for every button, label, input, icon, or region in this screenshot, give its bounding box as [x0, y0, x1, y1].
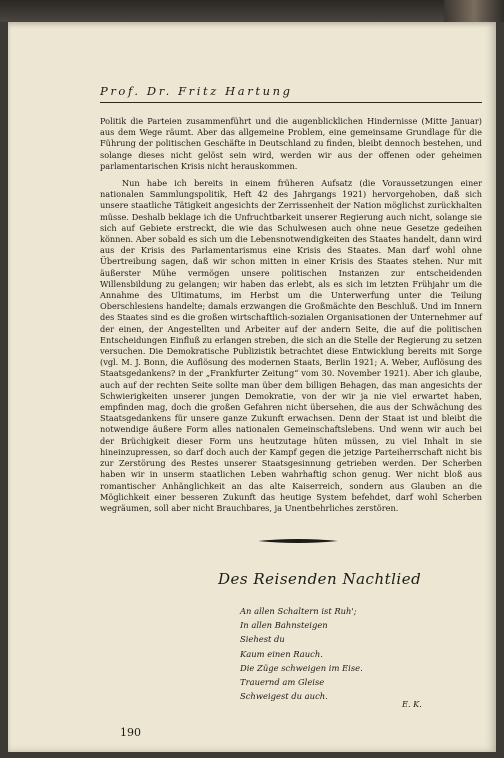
poem-stanza: [240, 604, 363, 703]
poem-title: Des Reisenden Nachtlied: [218, 570, 422, 588]
poem-line: Trauernd am Gleise: [240, 677, 325, 688]
page-number: 190: [120, 726, 141, 739]
poem-line: Kaum einen Rauch.: [240, 648, 323, 659]
book-spine-edge: [444, 0, 504, 22]
poem-signature: E. K.: [402, 699, 422, 709]
poem-line: Schweigest du auch.: [240, 691, 328, 702]
paragraph-1: Politik die Parteien zusammenführt und die augenblicklichen Hindernisse (Mitte Januar) aus dem Wege räumt. Aber das allgemeine Problem, eine gemeinsame Grundlage für die Führung der politischen Geschäfte in Deutschland zu finden, bleibt dennoch bestehen, und solange dieses nicht gelöst sein wird, werden wir aus der offenen oder geheimen parlamentarischen Krisis nicht herauskommen.: [100, 116, 482, 171]
poem-line: Die Züge schweigen im Eise.: [240, 662, 363, 673]
poem-line: Siehest du: [240, 634, 285, 645]
essay-text: [100, 116, 482, 514]
header-rule: [100, 102, 482, 103]
running-head: Prof. Dr. Fritz Hartung: [100, 84, 293, 98]
book-page: [8, 22, 496, 752]
poem-line: An allen Schaltern ist Ruh';: [240, 606, 357, 616]
paragraph-2: Nun habe ich bereits in einem früheren Aufsatz (die Voraussetzungen einer nationalen Sammlungspolitik, Heft 42 des Jahrgangs 1921) hervorgehoben, daß sich unsere staatliche Tätigkeit angesichts der Zerrissenheit der Nation möglichst zurückhalten müsse. Deshalb beklage ich die Unfruchtbarkeit unserer Regierung auch nicht, solange sie sich auf Gebiete erstreckt, die wie das Schulwesen auch ohne neue Gesetze gedeihen können. Aber sobald es sich um die Lebensnotwendigkeiten des Staates handelt, dann wird aus der Krisis des Parlamentarismus eine Krisis des Staates. Man darf wohl ohne Übertreibung sagen, daß wir schon mitten in einer Krisis des Staates stehen. Nur mit äußerster Mühe vermögen unsere politischen Instanzen zur entscheidenden Willensbildung zu gelangen; wir haben das erlebt, als es sich im letzten Frühjahr um die Annahme des Ultimatums, im Herbst um die Unterwerfung unter die Teilung Oberschlesiens handelte; damals erzwangen die Großmächte den Beschluß. Und im Innern des Staates sind es die großen wirtschaftlich-sozialen Organisationen der Unternehmer auf der einen, der Angestellten und Arbeiter auf der andern Seite, die auf die politischen Entscheidungen Einfluß zu erlangen streben, die sich an die Stelle der Regierung zu setzen versuchen. Die Demokratische Publizistik betrachtet diese Entwicklung bereits mit Sorge (vgl. M. J. Bonn, die Auflösung des modernen Staats, Berlin 1921; A. Weber, Auflösung des Staatsgedankens? in der „Frankfurter Zeitung“ vom 30. November 1921). Aber ich glaube, auch auf der rechten Seite sollte man über dem billigen Behagen, das man angesichts der Schwierigkeiten unserer jungen Demokratie, von der wir ja nie viel erwartet haben, empfinden mag, doch die großen Gefahren nicht übersehen, die aus der Schwächung des Staatsgedankens für unsere ganze Zukunft erwachsen. Denn der Staat ist und bleibt die notwendige äußere Form alles nationalen Gemeinschaftslebens. Und wenn wir auch bei der Brüchigkeit dieser Form uns heutzutage hüten müssen, zu viel Inhalt in sie hineinzupressen, so darf doch auch der Kampf gegen die jetzige Parteiherrschaft nicht bis zur Zerstörung des Restes unserer Staatsgesinnung getrieben werden. Der Scherben haben wir in unserm staatlichen Leben wahrhaftig schon genug. Wer nicht bloß aus romantischer Anhänglichkeit an das alte Kaiserreich, sondern aus Glauben an die Möglichkeit einer besseren Zukunft das heutige System befehdet, darf wohl Scherben wegräumen, soll aber nicht Brauchbares, ja Unentbehrliches zerstören.: [100, 178, 482, 513]
scan-top-edge: [0, 0, 504, 22]
poem-line: In allen Bahnsteigen: [240, 620, 328, 631]
ornamental-divider: [258, 538, 338, 544]
